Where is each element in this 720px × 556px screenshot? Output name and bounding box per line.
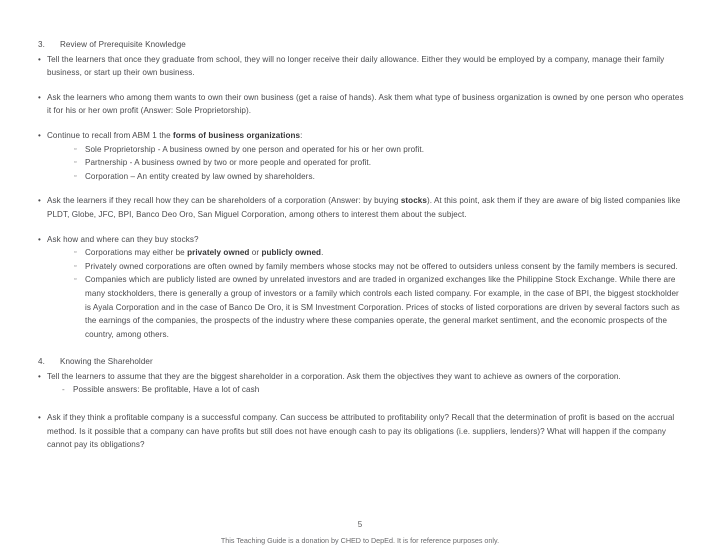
- bullet-text: Ask if they think a profitable company is a successful company. Can success be attributed to profitability only? Recall that the determination of profit is based on the accrual method. Is it possible that a company can have profits but still does not have enough cash to pay its obligations (i.e. suppliers, lenders)? What will happen if the company cannot pay its obligations?: [47, 413, 675, 450]
- section-heading-3: [38, 38, 686, 52]
- text-suffix: ). At this point, ask them if they are aware of big listed companies like PLDT, Globe, JFC, BPI, Banco Deo Oro, San Miguel Corporation, among others to interest them about the subject.: [47, 196, 681, 219]
- sub-bullet-marker-icon: ▫: [74, 145, 77, 153]
- sub-bullet-item: [74, 273, 686, 341]
- footer-note: This Teaching Guide is a donation by CHED to DepEd. It is for reference purposes only.: [220, 536, 500, 545]
- bullet-marker-icon: •: [38, 234, 41, 244]
- bullet-item: [38, 91, 686, 118]
- spacer: [38, 118, 686, 129]
- bullet-text: Ask how and where can they buy stocks?: [47, 234, 199, 244]
- bullet-text: [47, 194, 686, 221]
- text-prefix: Corporations may either be: [85, 248, 188, 258]
- bullet-text: Ask the learners who among them wants to own their own business (get a raise of hands). Ask them what type of business organization is owned by one person who operates it for his or her own profit (Answer: Sole Proprietorship).: [47, 92, 684, 116]
- sub-bullet-marker-icon: ▫: [74, 276, 77, 284]
- sub-bullet-item: [74, 143, 686, 157]
- bullet-item-shareholders: [38, 194, 686, 221]
- bullet-marker-icon: •: [38, 92, 41, 102]
- bullet-item-closing-question: [38, 411, 686, 452]
- text-suffix: :: [300, 130, 303, 140]
- spacer: [38, 341, 686, 355]
- bullet-marker-icon: •: [38, 413, 41, 423]
- sub-bullet-text: Companies which are publicly listed are owned by unrelated investors and are traded in organized exchanges like the Philippine Stock Exchange. While there are many stockholders, there is generally a group of investors or a family which controls each listed company. For example, in the case of BPI, the biggest stockholder is Ayala Corporation and in the case of Banco De Oro, it is SM Investment Corporation. Prices of stocks of listed corporations are driven by several factors such as the earnings of the companies, the prospects of the industry where these companies operate, the general market sentiment, and the economic prospects of the country, among others.: [85, 275, 680, 339]
- bullet-item-buy-stocks: [38, 233, 686, 247]
- bullet-text: Tell the learners to assume that they are the biggest shareholder in a corporation. Ask them the objectives they want to achieve as owners of the corporation.: [47, 371, 621, 381]
- spacer: [38, 80, 686, 91]
- section-title-3: Review of Prerequisite Knowledge: [60, 40, 186, 49]
- bullet-item: [38, 53, 686, 80]
- sub-bullet-marker-icon: ▫: [74, 172, 77, 180]
- sub-bullet-marker-icon: ▫: [74, 159, 77, 167]
- text-middle: or: [249, 248, 262, 258]
- bullet-text: Tell the learners that once they graduate from school, they will no longer receive their daily allowance. Either they would be employed by a company, manage their family business, or start up their own business.: [47, 54, 665, 78]
- bullet-marker-icon: •: [38, 371, 41, 381]
- spacer: [38, 183, 686, 194]
- sub-bullet-item: [74, 170, 686, 184]
- document-body: [38, 38, 686, 452]
- section-number-4: 4.: [38, 357, 45, 367]
- text-bold-stocks: stocks: [400, 196, 427, 206]
- text-bold-forms: forms of business organizations: [173, 130, 301, 140]
- spacer: [38, 222, 686, 233]
- text-suffix: .: [321, 248, 324, 258]
- bullet-marker-icon: •: [38, 130, 41, 140]
- bullet-text: [47, 129, 686, 143]
- sub-bullet-text: Corporation – An entity created by law owned by shareholders.: [85, 171, 315, 181]
- text-prefix: Continue to recall from ABM 1 the: [47, 130, 174, 140]
- sub-bullet-item: [74, 156, 686, 170]
- page-number: 5: [357, 520, 363, 529]
- section-heading-4: [38, 355, 686, 369]
- sub-bullet-marker-icon: ▫: [74, 249, 77, 257]
- text-bold-publicly-owned: publicly owned: [261, 248, 322, 258]
- sub-bullet-item-ownership-types: [74, 246, 686, 260]
- dash-marker-icon: -: [62, 385, 65, 395]
- sub-bullet-text: [85, 246, 686, 260]
- page-footer: [0, 519, 720, 546]
- spacer: [38, 397, 686, 411]
- section-title-4: Knowing the Shareholder: [60, 357, 153, 367]
- bullet-marker-icon: •: [38, 196, 41, 206]
- text-bold-privately-owned: privately owned: [187, 248, 250, 258]
- bullet-marker-icon: •: [38, 54, 41, 64]
- text-prefix: Ask the learners if they recall how they can be shareholders of a corporation (Answer: by buying: [47, 196, 401, 206]
- bullet-item-forms-of-business: [38, 129, 686, 143]
- sub-bullet-text: Possible answers: Be profitable, Have a lot of cash: [73, 385, 260, 395]
- sub-bullet-item: [74, 260, 686, 274]
- sub-bullet-text: Privately owned corporations are often owned by family members whose stocks may not be offered to outsiders unless consent by the family members is secured.: [85, 261, 678, 271]
- sub-bullet-text: Sole Proprietorship - A business owned by one person and operated for his or her own profit.: [85, 144, 425, 154]
- sub-bullet-text: Partnership - A business owned by two or more people and operated for profit.: [85, 158, 372, 168]
- sub-bullet-marker-icon: ▫: [74, 262, 77, 270]
- bullet-item: [38, 370, 686, 384]
- section-number-3: 3.: [38, 40, 45, 49]
- sub-bullet-item-possible-answers: [62, 383, 686, 397]
